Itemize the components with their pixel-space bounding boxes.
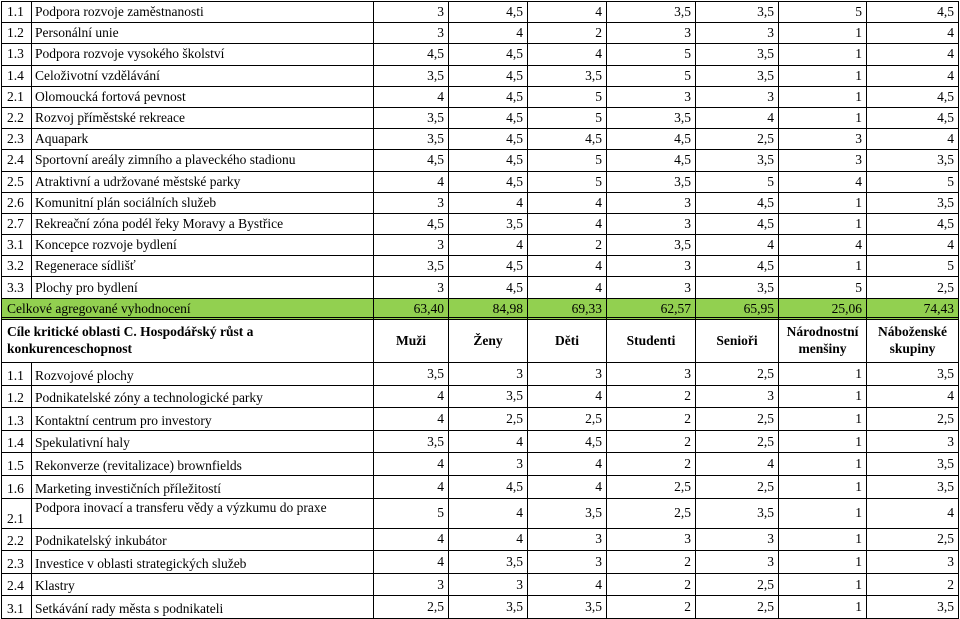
row-name: Klastry	[32, 573, 374, 596]
summary-value: 84,98	[449, 298, 528, 319]
score-cell: 2,5	[696, 430, 779, 453]
score-cell: 4	[867, 385, 959, 408]
score-cell: 3	[374, 573, 449, 596]
row-name: Atraktivní a udržované městské parky	[32, 171, 374, 192]
score-cell: 2,5	[607, 498, 696, 528]
col-header-children: Děti	[528, 318, 607, 363]
score-cell: 2,5	[867, 277, 959, 298]
score-cell: 2	[528, 23, 607, 44]
row-name: Rozvoj příměstské rekreace	[32, 107, 374, 128]
score-cell: 3,5	[696, 44, 779, 65]
table-row	[2, 498, 959, 528]
row-code: 1.6	[2, 475, 32, 498]
score-cell: 3	[607, 277, 696, 298]
score-cell: 4	[867, 235, 959, 256]
table-row	[2, 107, 959, 128]
score-cell: 3	[696, 551, 779, 574]
table-row	[2, 129, 959, 150]
score-cell: 3	[528, 528, 607, 551]
row-name: Investice v oblasti strategických služeb	[32, 551, 374, 574]
score-cell: 3	[374, 277, 449, 298]
row-code: 2.1	[2, 498, 32, 528]
col-header-women: Ženy	[449, 318, 528, 363]
row-name: Celoživotní vzdělávání	[32, 65, 374, 86]
score-cell: 3,5	[449, 385, 528, 408]
score-cell: 4	[696, 107, 779, 128]
score-cell: 3,5	[374, 363, 449, 386]
score-cell: 3,5	[528, 498, 607, 528]
row-name: Aquapark	[32, 129, 374, 150]
score-cell: 4,5	[528, 430, 607, 453]
row-code: 2.3	[2, 551, 32, 574]
score-cell: 3	[607, 528, 696, 551]
row-name: Podpora inovací a transferu vědy a výzkumu do praxe	[32, 498, 374, 528]
score-cell: 4,5	[867, 2, 959, 23]
score-cell: 2,5	[696, 596, 779, 619]
table-row	[2, 256, 959, 277]
score-cell: 4	[449, 235, 528, 256]
table-row	[2, 573, 959, 596]
score-cell: 2,5	[696, 475, 779, 498]
row-code: 1.3	[2, 408, 32, 431]
score-cell: 1	[779, 23, 867, 44]
row-name: Podnikatelské zóny a technologické parky	[32, 385, 374, 408]
score-cell: 4,5	[449, 277, 528, 298]
score-cell: 2,5	[696, 129, 779, 150]
score-cell: 3,5	[528, 65, 607, 86]
table-row	[2, 528, 959, 551]
summary-value: 63,40	[374, 298, 449, 319]
score-cell: 4	[696, 235, 779, 256]
score-cell: 3,5	[607, 235, 696, 256]
score-cell: 5	[528, 150, 607, 171]
score-cell: 2	[607, 551, 696, 574]
score-cell: 2	[528, 235, 607, 256]
score-cell: 3	[607, 363, 696, 386]
score-cell: 1	[779, 596, 867, 619]
row-name: Rozvojové plochy	[32, 363, 374, 386]
header-row	[2, 318, 959, 363]
row-code: 3.2	[2, 256, 32, 277]
score-cell: 1	[779, 573, 867, 596]
row-name: Spekulativní haly	[32, 430, 374, 453]
row-code: 1.3	[2, 44, 32, 65]
score-cell: 4,5	[528, 129, 607, 150]
score-cell: 1	[779, 408, 867, 431]
score-cell: 4,5	[867, 107, 959, 128]
score-cell: 3	[696, 23, 779, 44]
row-name: Personální unie	[32, 23, 374, 44]
score-cell: 5	[779, 277, 867, 298]
score-cell: 3	[374, 235, 449, 256]
row-code: 2.4	[2, 150, 32, 171]
table-row	[2, 213, 959, 234]
score-cell: 3	[779, 129, 867, 150]
row-code: 3.1	[2, 596, 32, 619]
score-cell: 4	[374, 453, 449, 476]
score-cell: 1	[779, 528, 867, 551]
score-cell: 5	[867, 256, 959, 277]
score-cell: 5	[607, 44, 696, 65]
score-cell: 3,5	[696, 65, 779, 86]
score-cell: 4,5	[449, 129, 528, 150]
row-code: 1.4	[2, 430, 32, 453]
score-cell: 5	[528, 86, 607, 107]
row-name: Marketing investičních příležitostí	[32, 475, 374, 498]
score-cell: 2,5	[696, 573, 779, 596]
score-cell: 3	[779, 150, 867, 171]
score-cell: 2,5	[607, 475, 696, 498]
score-cell: 5	[867, 171, 959, 192]
score-cell: 3,5	[449, 551, 528, 574]
score-cell: 4	[528, 277, 607, 298]
row-code: 2.3	[2, 129, 32, 150]
score-cell: 3,5	[374, 129, 449, 150]
row-name: Rekreační zóna podél řeky Moravy a Bystřice	[32, 213, 374, 234]
table-row	[2, 171, 959, 192]
score-cell: 3	[607, 213, 696, 234]
score-cell: 1	[779, 86, 867, 107]
score-cell: 1	[779, 213, 867, 234]
score-cell: 4,5	[696, 192, 779, 213]
score-cell: 4	[528, 213, 607, 234]
score-cell: 2	[607, 453, 696, 476]
score-cell: 5	[607, 65, 696, 86]
score-cell: 1	[779, 453, 867, 476]
score-cell: 4	[867, 23, 959, 44]
score-cell: 4,5	[374, 44, 449, 65]
score-cell: 3	[449, 363, 528, 386]
score-cell: 2,5	[696, 408, 779, 431]
score-cell: 4	[867, 44, 959, 65]
score-cell: 4	[374, 171, 449, 192]
score-cell: 4,5	[449, 107, 528, 128]
score-cell: 3	[374, 23, 449, 44]
score-cell: 3,5	[867, 150, 959, 171]
table-row	[2, 44, 959, 65]
score-cell: 4,5	[449, 44, 528, 65]
score-cell: 2,5	[696, 363, 779, 386]
score-cell: 3	[374, 2, 449, 23]
score-cell: 3,5	[374, 65, 449, 86]
score-cell: 5	[374, 498, 449, 528]
summary-label: Celkové agregované vyhodnocení	[2, 298, 374, 319]
score-cell: 4,5	[449, 171, 528, 192]
table-row	[2, 596, 959, 619]
score-cell: 4	[528, 192, 607, 213]
score-cell: 4	[867, 65, 959, 86]
score-cell: 3,5	[867, 596, 959, 619]
table-row	[2, 453, 959, 476]
score-cell: 4	[374, 86, 449, 107]
row-code: 1.1	[2, 2, 32, 23]
score-cell: 3,5	[374, 256, 449, 277]
row-name: Olomoucká fortová pevnost	[32, 86, 374, 107]
score-cell: 3	[449, 573, 528, 596]
col-header-men: Muži	[374, 318, 449, 363]
score-cell: 3,5	[696, 277, 779, 298]
score-cell: 5	[528, 171, 607, 192]
table-row	[2, 86, 959, 107]
score-cell: 4,5	[374, 213, 449, 234]
row-name: Rekonverze (revitalizace) brownfields	[32, 453, 374, 476]
score-cell: 4,5	[607, 150, 696, 171]
score-cell: 3,5	[696, 498, 779, 528]
row-code: 1.2	[2, 385, 32, 408]
score-cell: 3	[528, 363, 607, 386]
score-cell: 4	[374, 528, 449, 551]
score-cell: 4,5	[449, 150, 528, 171]
score-cell: 4,5	[449, 86, 528, 107]
score-cell: 2	[607, 408, 696, 431]
score-cell: 3,5	[607, 107, 696, 128]
summary-value: 62,57	[607, 298, 696, 319]
row-name: Komunitní plán sociálních služeb	[32, 192, 374, 213]
score-cell: 1	[779, 430, 867, 453]
row-name: Podnikatelský inkubátor	[32, 528, 374, 551]
row-code: 2.6	[2, 192, 32, 213]
score-cell: 4	[528, 2, 607, 23]
col-header-seniors: Senioři	[696, 318, 779, 363]
row-name: Plochy pro bydlení	[32, 277, 374, 298]
score-cell: 1	[779, 44, 867, 65]
score-cell: 4	[374, 385, 449, 408]
table-row	[2, 23, 959, 44]
row-code: 1.2	[2, 23, 32, 44]
score-cell: 4	[696, 453, 779, 476]
score-cell: 4	[528, 385, 607, 408]
score-cell: 3,5	[867, 363, 959, 386]
score-cell: 3	[696, 86, 779, 107]
score-cell: 1	[779, 498, 867, 528]
row-code: 2.2	[2, 107, 32, 128]
summary-value: 69,33	[528, 298, 607, 319]
score-cell: 3	[607, 86, 696, 107]
score-cell: 4	[449, 498, 528, 528]
row-name: Podpora rozvoje zaměstnanosti	[32, 2, 374, 23]
score-cell: 3	[528, 551, 607, 574]
table-row	[2, 385, 959, 408]
score-cell: 4	[374, 408, 449, 431]
score-cell: 1	[779, 385, 867, 408]
row-name: Podpora rozvoje vysokého školství	[32, 44, 374, 65]
score-cell: 4,5	[449, 2, 528, 23]
score-cell: 4,5	[449, 256, 528, 277]
score-cell: 3,5	[374, 430, 449, 453]
score-cell: 4,5	[449, 475, 528, 498]
score-cell: 5	[528, 107, 607, 128]
score-cell: 4	[779, 235, 867, 256]
row-name: Setkávání rady města s podnikateli	[32, 596, 374, 619]
col-header-religious-groups: Náboženské skupiny	[867, 318, 959, 363]
score-cell: 5	[779, 2, 867, 23]
score-cell: 3,5	[867, 192, 959, 213]
row-name: Sportovní areály zimního a plaveckého stadionu	[32, 150, 374, 171]
score-cell: 4	[449, 430, 528, 453]
score-cell: 2	[607, 430, 696, 453]
score-cell: 4	[528, 453, 607, 476]
table-row	[2, 150, 959, 171]
table-row	[2, 192, 959, 213]
score-cell: 1	[779, 363, 867, 386]
row-code: 2.1	[2, 86, 32, 107]
row-code: 1.5	[2, 453, 32, 476]
score-cell: 3	[449, 453, 528, 476]
score-cell: 4	[528, 44, 607, 65]
score-cell: 3,5	[867, 475, 959, 498]
summary-value: 74,43	[867, 298, 959, 319]
score-cell: 3,5	[449, 596, 528, 619]
score-cell: 4	[779, 171, 867, 192]
row-code: 1.4	[2, 65, 32, 86]
score-cell: 2,5	[867, 528, 959, 551]
score-cell: 4,5	[374, 150, 449, 171]
score-cell: 2,5	[449, 408, 528, 431]
evaluation-table-upper	[1, 1, 959, 320]
score-cell: 3	[867, 430, 959, 453]
score-cell: 1	[779, 475, 867, 498]
row-name: Regenerace sídlišť	[32, 256, 374, 277]
score-cell: 4	[374, 475, 449, 498]
summary-value: 25,06	[779, 298, 867, 319]
row-name: Kontaktní centrum pro investory	[32, 408, 374, 431]
score-cell: 4	[449, 23, 528, 44]
row-code: 2.7	[2, 213, 32, 234]
score-cell: 3	[607, 256, 696, 277]
score-cell: 4	[867, 498, 959, 528]
row-code: 3.1	[2, 235, 32, 256]
table-row	[2, 235, 959, 256]
row-code: 2.4	[2, 573, 32, 596]
score-cell: 4,5	[607, 129, 696, 150]
score-cell: 4,5	[449, 65, 528, 86]
score-cell: 3,5	[607, 2, 696, 23]
score-cell: 3,5	[374, 107, 449, 128]
score-cell: 1	[779, 256, 867, 277]
score-cell: 2,5	[374, 596, 449, 619]
score-cell: 2	[607, 385, 696, 408]
table-row	[2, 551, 959, 574]
score-cell: 1	[779, 65, 867, 86]
score-cell: 2,5	[867, 408, 959, 431]
score-cell: 1	[779, 107, 867, 128]
col-header-minorities: Národnostní menšiny	[779, 318, 867, 363]
score-cell: 1	[779, 192, 867, 213]
table-row	[2, 65, 959, 86]
score-cell: 3	[374, 192, 449, 213]
table-row	[2, 277, 959, 298]
table-row	[2, 2, 959, 23]
score-cell: 4	[528, 573, 607, 596]
score-cell: 4,5	[867, 213, 959, 234]
table-row	[2, 475, 959, 498]
score-cell: 1	[779, 551, 867, 574]
row-code: 1.1	[2, 363, 32, 386]
score-cell: 2,5	[528, 408, 607, 431]
score-cell: 4,5	[696, 213, 779, 234]
evaluation-table-economic-growth	[1, 317, 959, 619]
score-cell: 2	[867, 573, 959, 596]
score-cell: 3,5	[696, 2, 779, 23]
score-cell: 4	[528, 475, 607, 498]
score-cell: 3	[607, 23, 696, 44]
row-code: 2.5	[2, 171, 32, 192]
score-cell: 4	[449, 528, 528, 551]
score-cell: 3,5	[696, 150, 779, 171]
score-cell: 3	[696, 528, 779, 551]
score-cell: 4	[528, 256, 607, 277]
score-cell: 2	[607, 573, 696, 596]
score-cell: 3	[696, 385, 779, 408]
score-cell: 5	[696, 171, 779, 192]
score-cell: 3	[867, 551, 959, 574]
score-cell: 3	[607, 192, 696, 213]
col-header-students: Studenti	[607, 318, 696, 363]
score-cell: 4,5	[867, 86, 959, 107]
score-cell: 2	[607, 596, 696, 619]
table-row	[2, 363, 959, 386]
section-title: Cíle kritické oblasti C. Hospodářský růst a konkurenceschopnost	[2, 318, 374, 363]
score-cell: 4	[449, 192, 528, 213]
table-row	[2, 430, 959, 453]
row-code: 2.2	[2, 528, 32, 551]
row-name: Koncepce rozvoje bydlení	[32, 235, 374, 256]
row-code: 3.3	[2, 277, 32, 298]
score-cell: 4,5	[696, 256, 779, 277]
table-row	[2, 408, 959, 431]
score-cell: 3,5	[528, 596, 607, 619]
score-cell: 4	[867, 129, 959, 150]
score-cell: 4	[374, 551, 449, 574]
score-cell: 3,5	[867, 453, 959, 476]
summary-value: 65,95	[696, 298, 779, 319]
score-cell: 3,5	[607, 171, 696, 192]
score-cell: 3,5	[449, 213, 528, 234]
